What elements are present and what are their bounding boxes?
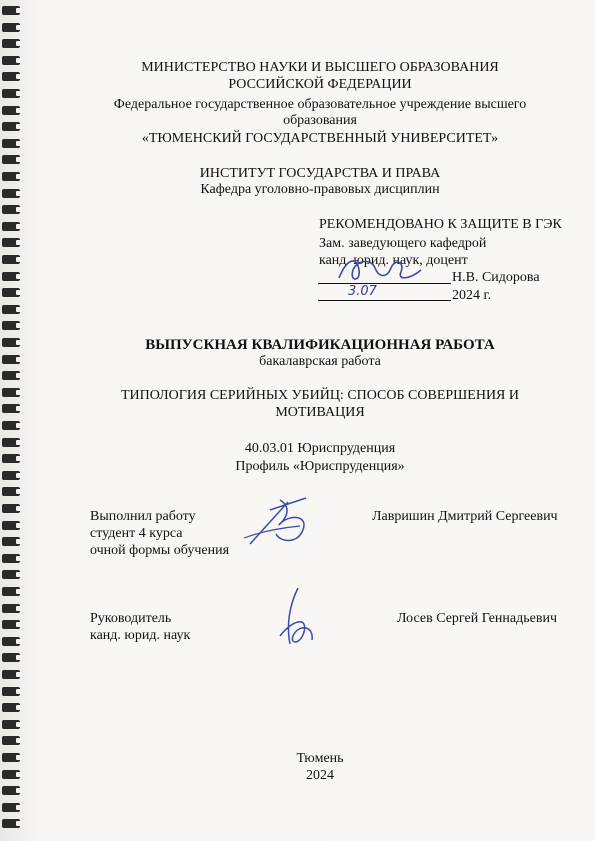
footer-city: Тюмень (296, 751, 344, 766)
binding-ring (2, 272, 20, 281)
binding-ring (2, 238, 20, 247)
supervisor-label-1: Руководитель (90, 611, 172, 626)
binding-ring (2, 736, 20, 745)
institution-line-2: образования (283, 113, 357, 128)
country-line: РОССИЙСКОЙ ФЕДЕРАЦИИ (228, 77, 412, 92)
specialty-profile: Профиль «Юриспруденция» (235, 459, 405, 474)
approval-date-line (318, 300, 451, 301)
institution-line-1: Федеральное государственное образовательное учреждение высшего (113, 97, 527, 112)
author-label-2: студент 4 курса (90, 526, 183, 541)
work-title-line-2: МОТИВАЦИЯ (275, 405, 365, 420)
work-subtype: бакалаврская работа (259, 354, 381, 369)
approval-position-2: канд. юрид. наук, доцент (319, 253, 468, 268)
author-label-1: Выполнил работу (90, 509, 196, 524)
supervisor-label-2: канд. юрид. наук (90, 628, 191, 643)
work-type: ВЫПУСКНАЯ КВАЛИФИКАЦИОННАЯ РАБОТА (145, 337, 495, 353)
binding-ring (2, 487, 20, 496)
university-name: «ТЮМЕНСКИЙ ГОСУДАРСТВЕННЫЙ УНИВЕРСИТЕТ» (141, 131, 499, 146)
binding-ring (2, 155, 20, 164)
binding-ring (2, 703, 20, 712)
binding-ring (2, 371, 20, 380)
binding-ring (2, 819, 20, 828)
binding-ring (2, 803, 20, 812)
binding-ring (2, 637, 20, 646)
binding-ring (2, 620, 20, 629)
binding-ring (2, 6, 20, 15)
binding-ring (2, 587, 20, 596)
footer-year: 2024 (306, 768, 334, 783)
approval-title: РЕКОМЕНДОВАНО К ЗАЩИТЕ В ГЭК (319, 217, 562, 232)
binding-ring (2, 521, 20, 530)
ministry-line: МИНИСТЕРСТВО НАУКИ И ВЫСШЕГО ОБРАЗОВАНИЯ (141, 60, 499, 75)
binding-ring (2, 288, 20, 297)
approval-name: Н.В. Сидорова (452, 270, 540, 285)
author-label-3: очной формы обучения (90, 543, 230, 558)
author-signature (240, 492, 330, 552)
binding-ring (2, 23, 20, 32)
binding-ring (2, 554, 20, 563)
work-title-line-1: ТИПОЛОГИЯ СЕРИЙНЫХ УБИЙЦ: СПОСОБ СОВЕРШЕНИЯ И (120, 388, 519, 403)
binding-ring (2, 570, 20, 579)
binding-ring (2, 786, 20, 795)
binding-ring (2, 39, 20, 48)
binding-ring (2, 255, 20, 264)
approval-date-handwritten: 3.07 (348, 284, 377, 299)
author-name: Лавришин Дмитрий Сергеевич (372, 509, 558, 524)
binding-ring (2, 670, 20, 679)
binding-ring (2, 687, 20, 696)
approval-year: 2024 г. (452, 288, 492, 303)
institute-name: ИНСТИТУТ ГОСУДАРСТВА И ПРАВА (199, 166, 441, 181)
approval-signature (335, 248, 425, 288)
binding-ring (2, 604, 20, 613)
supervisor-name: Лосев Сергей Геннадьевич (397, 611, 557, 626)
binding-ring (2, 222, 20, 231)
binding-ring (2, 537, 20, 546)
binding-ring (2, 305, 20, 314)
binding-ring (2, 720, 20, 729)
binding-ring (2, 321, 20, 330)
binding-ring (2, 653, 20, 662)
binding-ring (2, 421, 20, 430)
supervisor-signature (268, 584, 328, 654)
approval-position-1: Зам. заведующего кафедрой (319, 236, 487, 251)
specialty-code: 40.03.01 Юриспруденция (244, 441, 396, 456)
binding-ring (2, 205, 20, 214)
department-name: Кафедра уголовно-правовых дисциплин (200, 182, 440, 197)
binding-ring (2, 504, 20, 513)
